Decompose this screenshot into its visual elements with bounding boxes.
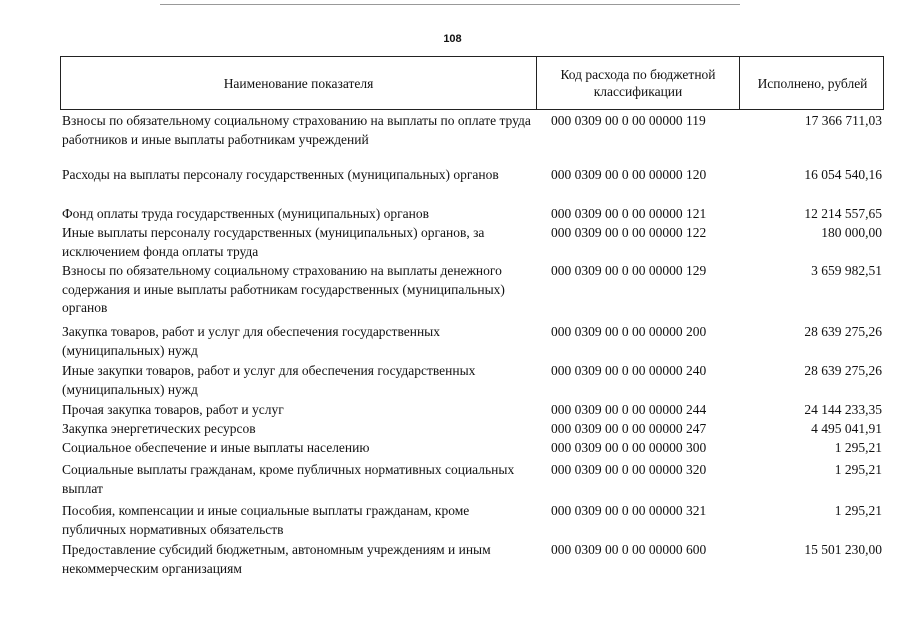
row-amount: 12 214 557,65 <box>804 206 882 221</box>
top-scan-rule <box>160 4 740 5</box>
row-code: 000 0309 00 0 00 00000 129 <box>551 263 707 278</box>
row-name: Взносы по обязательному социальному страхованию на выплаты по оплате труда работников и иные выплаты работникам учреждений <box>62 113 531 147</box>
row-name: Фонд оплаты труда государственных (муниципальных) органов <box>62 206 429 221</box>
row-amount: 180 000,00 <box>821 225 882 240</box>
row-amount: 3 659 982,51 <box>811 263 882 278</box>
budget-table <box>60 56 884 576</box>
row-amount: 15 501 230,00 <box>804 542 882 557</box>
header-code: Код расхода по бюджетной классификации <box>537 57 740 109</box>
header-name: Наименование показателя <box>61 57 537 109</box>
row-code: 000 0309 00 0 00 00000 320 <box>551 462 707 477</box>
row-code: 000 0309 00 0 00 00000 247 <box>551 421 707 436</box>
row-code: 000 0309 00 0 00 00000 244 <box>551 402 707 417</box>
row-code: 000 0309 00 0 00 00000 600 <box>551 542 707 557</box>
row-amount: 1 295,21 <box>834 462 882 477</box>
row-name: Расходы на выплаты персоналу государственных (муниципальных) органов <box>62 167 499 182</box>
row-amount: 24 144 233,35 <box>804 402 882 417</box>
page-number: 108 <box>443 33 462 45</box>
row-code: 000 0309 00 0 00 00000 121 <box>551 206 707 221</box>
row-code: 000 0309 00 0 00 00000 120 <box>551 167 707 182</box>
row-amount: 1 295,21 <box>834 440 882 455</box>
row-name: Закупка товаров, работ и услуг для обеспечения государственных (муниципальных) нужд <box>62 324 441 358</box>
row-name: Иные закупки товаров, работ и услуг для обеспечения государственных (муниципальных) нужд <box>62 363 476 397</box>
row-amount: 28 639 275,26 <box>804 324 882 339</box>
header-amount: Исполнено, рублей <box>757 75 868 91</box>
row-amount: 4 495 041,91 <box>811 421 882 436</box>
row-code: 000 0309 00 0 00 00000 119 <box>551 113 706 128</box>
row-amount: 17 366 711,03 <box>804 113 882 128</box>
row-name: Взносы по обязательному социальному страхованию на выплаты денежного содержания и иные выплаты работникам государственных (муниципальных) органов <box>62 263 505 315</box>
row-code: 000 0309 00 0 00 00000 240 <box>551 363 707 378</box>
row-amount: 1 295,21 <box>834 503 882 518</box>
table-header <box>60 56 884 110</box>
row-name: Иные выплаты персоналу государственных (муниципальных) органов, за исключением фонда оплаты труда <box>62 225 485 259</box>
row-amount: 28 639 275,26 <box>804 363 882 378</box>
row-name: Социальное обеспечение и иные выплаты населению <box>62 440 370 455</box>
row-name: Закупка энергетических ресурсов <box>62 421 256 436</box>
row-code: 000 0309 00 0 00 00000 321 <box>551 503 707 518</box>
row-name: Предоставление субсидий бюджетным, автономным учреждениям и иным некоммерческим организациям <box>62 542 491 576</box>
row-name: Прочая закупка товаров, работ и услуг <box>62 402 284 417</box>
row-code: 000 0309 00 0 00 00000 300 <box>551 440 707 455</box>
row-code: 000 0309 00 0 00 00000 122 <box>551 225 707 240</box>
row-name: Социальные выплаты гражданам, кроме публичных нормативных социальных выплат <box>62 462 515 496</box>
row-code: 000 0309 00 0 00 00000 200 <box>551 324 707 339</box>
row-amount: 16 054 540,16 <box>804 167 882 182</box>
row-name: Пособия, компенсации и иные социальные выплаты гражданам, кроме публичных нормативных обязательств <box>62 503 470 537</box>
